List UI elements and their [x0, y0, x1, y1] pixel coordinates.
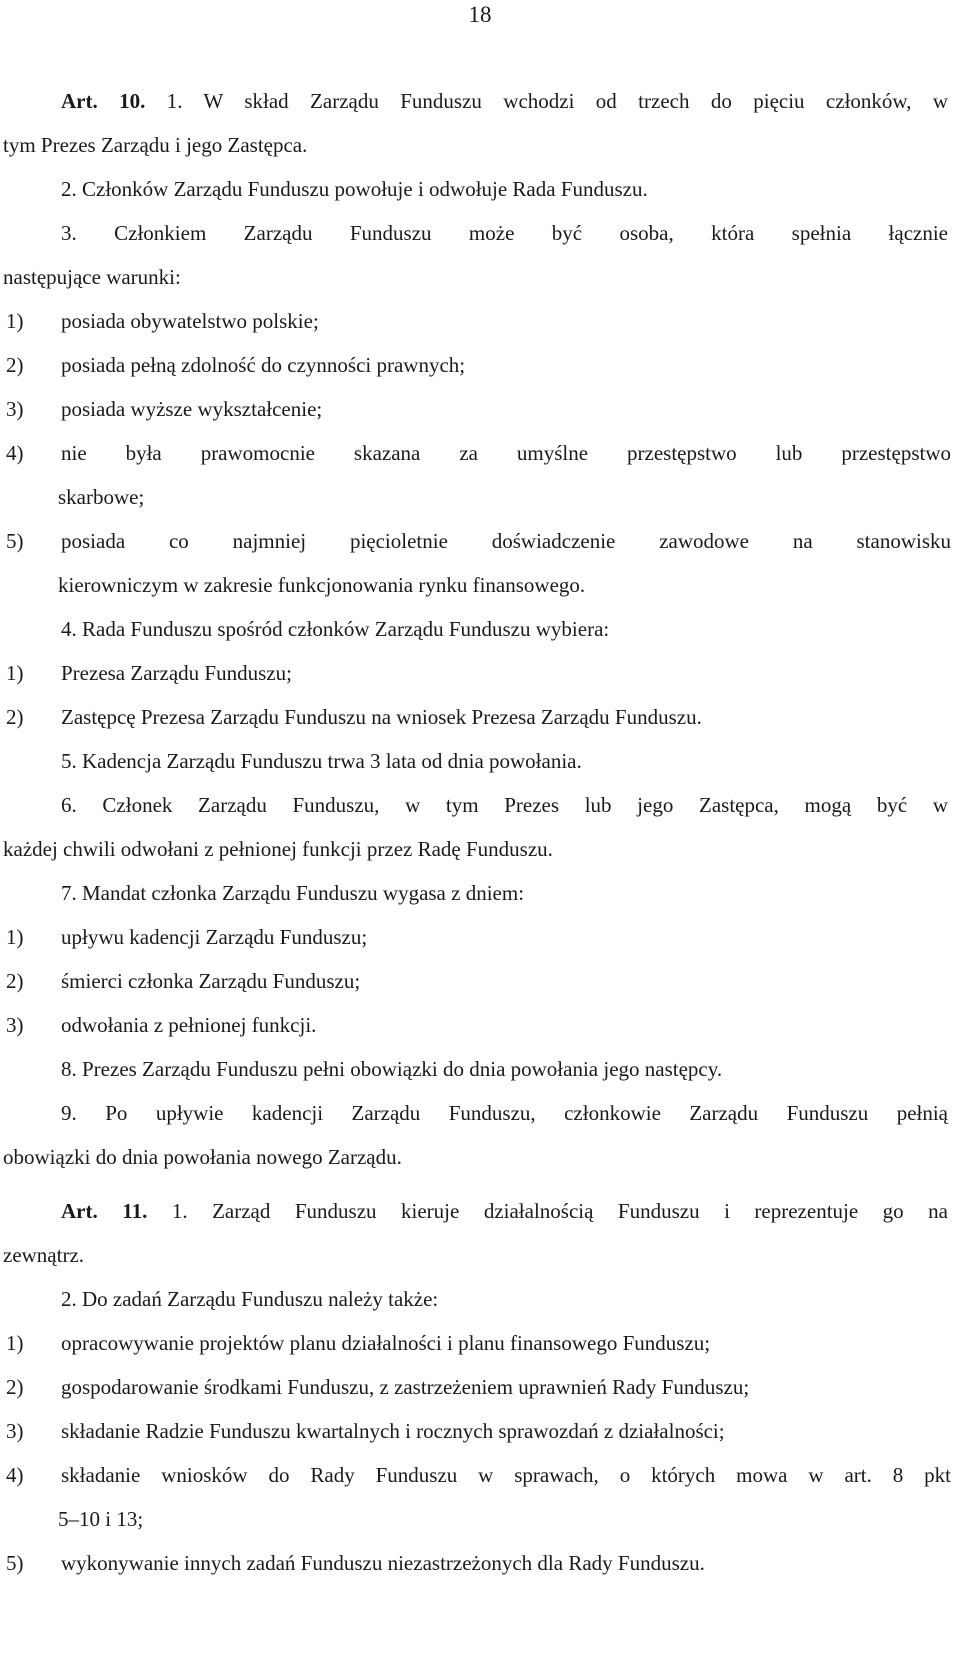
list-item-continuation: kierowniczym w zakresie funkcjonowania rynku finansowego.	[58, 573, 586, 597]
art10-paragraph-1-line-2: tym Prezes Zarządu i jego Zastępca.	[3, 133, 308, 157]
art11-paragraph-1-line-1: Art. 11. 1. Zarząd Funduszu kieruje działalnością Funduszu i reprezentuje go na	[61, 1199, 949, 1223]
art10-paragraph-2: 2. Członków Zarządu Funduszu powołuje i odwołuje Rada Funduszu.	[61, 177, 648, 201]
art10-label: Art. 10.	[61, 89, 146, 113]
art10-paragraph-7: 7. Mandat członka Zarządu Funduszu wygasa z dniem:	[61, 881, 525, 905]
art10-paragraph-6-line-2: każdej chwili odwołani z pełnionej funkcji przez Radę Funduszu.	[3, 837, 553, 861]
art10-paragraph-3-line-1: 3. Członkiem Zarządu Funduszu może być osoba, która spełnia łącznie	[61, 221, 948, 245]
list-item-continuation: 5–10 i 13;	[58, 1507, 144, 1531]
art10-paragraph-9-line-1: 9. Po upływie kadencji Zarządu Funduszu, członkowie Zarządu Funduszu pełnią	[61, 1101, 948, 1125]
art10-paragraph-6-line-1: 6. Członek Zarządu Funduszu, w tym Prezes lub jego Zastępca, mogą być w	[61, 793, 948, 817]
art10-paragraph-5: 5. Kadencja Zarządu Funduszu trwa 3 lata od dnia powołania.	[61, 749, 582, 773]
art10-paragraph-8: 8. Prezes Zarządu Funduszu pełni obowiązki do dnia powołania jego następcy.	[61, 1057, 723, 1081]
art10-paragraph-1-line-1: Art. 10. 1. W skład Zarządu Funduszu wchodzi od trzech do pięciu członków, w	[61, 89, 949, 113]
art11-label: Art. 11.	[61, 1199, 148, 1223]
art10-paragraph-9-line-2: obowiązki do dnia powołania nowego Zarządu.	[3, 1145, 402, 1169]
art10-paragraph-3-line-2: następujące warunki:	[3, 265, 181, 289]
art11-paragraph-1-line-2: zewnątrz.	[3, 1243, 85, 1267]
art10-paragraph-4: 4. Rada Funduszu spośród członków Zarządu Funduszu wybiera:	[61, 617, 610, 641]
list-item-continuation: skarbowe;	[58, 485, 145, 509]
page-number: 18	[468, 2, 492, 27]
art11-paragraph-2: 2. Do zadań Zarządu Funduszu należy także:	[61, 1287, 439, 1311]
